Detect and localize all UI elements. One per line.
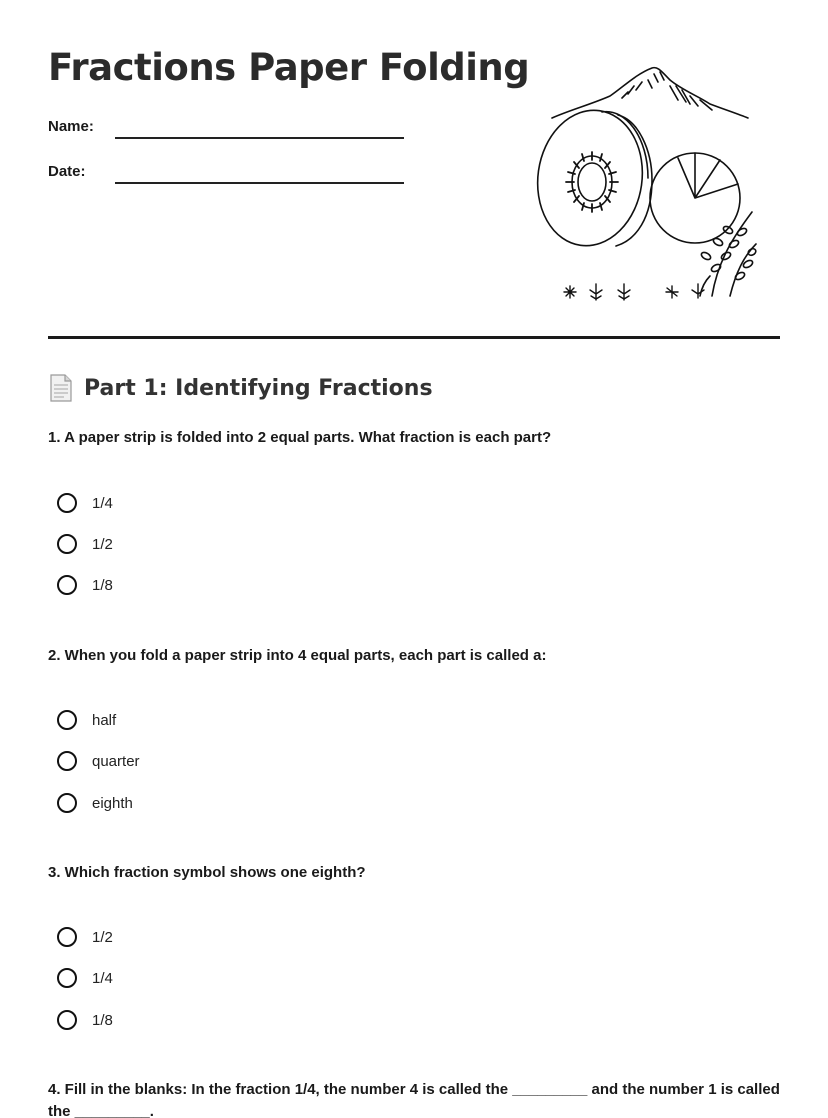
option-label: 1/4 [92, 494, 113, 512]
option-label: 1/8 [92, 576, 113, 594]
question-1: 1. A paper strip is folded into 2 equal parts. What fraction is each part? [48, 429, 552, 446]
name-input-line[interactable] [115, 137, 404, 139]
q2-option-2[interactable] [57, 748, 140, 774]
kiwi-mountain-pie-illustration [530, 60, 770, 310]
q2-option-3[interactable] [57, 790, 133, 816]
plant-icon [700, 212, 757, 296]
date-field [48, 163, 408, 187]
radio-button[interactable] [57, 575, 77, 595]
header-divider [48, 336, 780, 339]
radio-button[interactable] [57, 1010, 77, 1030]
option-label: 1/2 [92, 535, 113, 553]
q1-option-3[interactable] [57, 572, 113, 598]
radio-button[interactable] [57, 968, 77, 988]
radio-button[interactable] [57, 751, 77, 771]
section-title: Part 1: Identifying Fractions [84, 375, 433, 401]
question-4: 4. Fill in the blanks: In the fraction 1/4, the number 4 is called the _________ and the number 1 is called the _________. [48, 1081, 780, 1118]
radio-button[interactable] [57, 493, 77, 513]
page-title: Fractions Paper Folding [48, 46, 530, 89]
question-3: 3. Which fraction symbol shows one eighth? [48, 864, 366, 881]
option-label: eighth [92, 794, 133, 812]
q1-option-2[interactable] [57, 531, 113, 557]
radio-button[interactable] [57, 534, 77, 554]
date-input-line[interactable] [115, 182, 404, 184]
option-label: 1/4 [92, 969, 113, 987]
name-field [48, 118, 408, 142]
q3-option-3[interactable] [57, 1007, 113, 1033]
radio-button[interactable] [57, 927, 77, 947]
date-label: Date: [48, 163, 86, 180]
radio-button[interactable] [57, 793, 77, 813]
q1-option-1[interactable] [57, 490, 113, 516]
pie-circle-icon [650, 153, 740, 243]
kiwi-icon [530, 103, 652, 252]
q2-option-1[interactable] [57, 707, 116, 733]
section-heading [48, 372, 433, 404]
option-label: quarter [92, 752, 140, 770]
radio-button[interactable] [57, 710, 77, 730]
document-icon [48, 373, 74, 403]
option-label: half [92, 711, 117, 729]
option-label: 1/8 [92, 1011, 113, 1029]
question-2: 2. When you fold a paper strip into 4 equal parts, each part is called a: [48, 647, 547, 664]
q3-option-2[interactable] [57, 965, 113, 991]
q3-option-1[interactable] [57, 924, 113, 950]
option-label: 1/2 [92, 928, 113, 946]
name-label: Name: [48, 118, 94, 135]
